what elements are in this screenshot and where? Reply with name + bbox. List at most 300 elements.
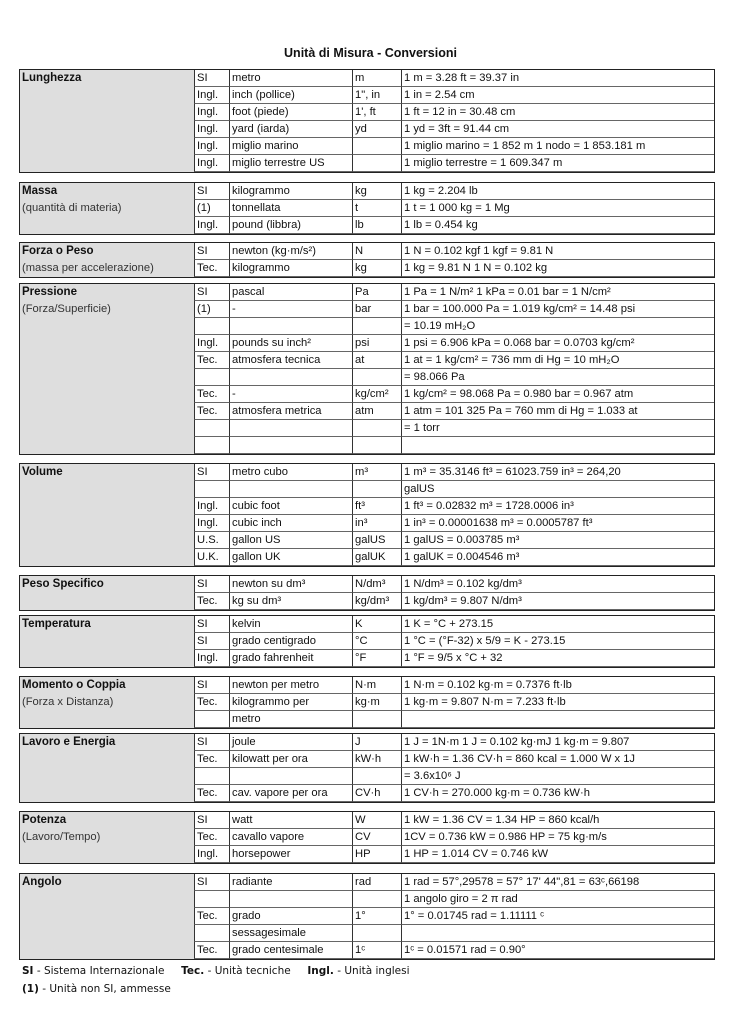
section-name: Lavoro e Energia bbox=[20, 734, 194, 751]
section-filler bbox=[20, 908, 194, 925]
section-filler bbox=[20, 121, 194, 138]
section-subtitle: (Lavoro/Tempo) bbox=[20, 829, 194, 846]
system-cell: Ingl. bbox=[194, 217, 229, 234]
legend-ingl-text: - Unità inglesi bbox=[333, 965, 410, 977]
section-name: Temperatura bbox=[20, 616, 194, 633]
unit-name-cell: pounds su inch² bbox=[229, 335, 352, 352]
symbol-cell bbox=[352, 891, 401, 908]
section-name: Massa bbox=[20, 183, 194, 200]
unit-name-cell bbox=[229, 420, 352, 437]
unit-name-cell: yard (iarda) bbox=[229, 121, 352, 138]
table-row bbox=[20, 183, 714, 200]
system-cell bbox=[194, 925, 229, 942]
unit-name-cell: inch (pollice) bbox=[229, 87, 352, 104]
section-table bbox=[19, 283, 715, 455]
unit-name-cell: atmosfera tecnica bbox=[229, 352, 352, 369]
conversion-cell: 1 angolo giro = 2 π rad bbox=[401, 891, 714, 908]
table-row bbox=[20, 481, 714, 498]
conversion-cell: 1 kg/cm² = 98.068 Pa = 0.980 bar = 0.967 atm bbox=[401, 386, 714, 403]
system-cell: SI bbox=[194, 183, 229, 200]
section-filler bbox=[20, 138, 194, 155]
conversion-cell: 1 Pa = 1 N/m² 1 kPa = 0.01 bar = 1 N/cm² bbox=[401, 284, 714, 301]
unit-name-cell: watt bbox=[229, 812, 352, 829]
conversion-cell: = 3.6x10⁶ J bbox=[401, 768, 714, 785]
symbol-cell: m bbox=[352, 70, 401, 87]
conversion-cell: 1 m³ = 35.3146 ft³ = 61023.759 in³ = 264,20 bbox=[401, 464, 714, 481]
system-cell: Tec. bbox=[194, 829, 229, 846]
symbol-cell bbox=[352, 318, 401, 335]
section-filler bbox=[20, 155, 194, 172]
conversion-cell: 1CV = 0.736 kW = 0.986 HP = 75 kg·m/s bbox=[401, 829, 714, 846]
conversion-cell: 1 in³ = 0.00001638 m³ = 0.0005787 ft³ bbox=[401, 515, 714, 532]
table-row bbox=[20, 386, 714, 403]
unit-name-cell: kilogrammo per bbox=[229, 694, 352, 711]
system-cell: SI bbox=[194, 464, 229, 481]
conversion-cell: 1 galUK = 0.004546 m³ bbox=[401, 549, 714, 566]
unit-name-cell: grado fahrenheit bbox=[229, 650, 352, 667]
conversion-cell: 1ᶜ = 0.01571 rad = 0.90° bbox=[401, 942, 714, 959]
symbol-cell: 1', ft bbox=[352, 104, 401, 121]
symbol-cell: kg·m bbox=[352, 694, 401, 711]
system-cell: Tec. bbox=[194, 593, 229, 610]
conversion-cell: 1 atm = 101 325 Pa = 760 mm di Hg = 1.033 at bbox=[401, 403, 714, 420]
conversion-cell: 1 N·m = 0.102 kg·m = 0.7376 ft·lb bbox=[401, 677, 714, 694]
table-row bbox=[20, 437, 714, 454]
conversion-cell: = 98.066 Pa bbox=[401, 369, 714, 386]
table-row bbox=[20, 694, 714, 711]
symbol-cell: Pa bbox=[352, 284, 401, 301]
symbol-cell: CV bbox=[352, 829, 401, 846]
unit-name-cell: joule bbox=[229, 734, 352, 751]
system-cell: Tec. bbox=[194, 908, 229, 925]
table-row bbox=[20, 616, 714, 633]
conversion-cell: 1 t = 1 000 kg = 1 Mg bbox=[401, 200, 714, 217]
symbol-cell: N/dm³ bbox=[352, 576, 401, 593]
conversion-cell: 1 m = 3.28 ft = 39.37 in bbox=[401, 70, 714, 87]
section-subtitle bbox=[20, 87, 194, 104]
section-filler bbox=[20, 498, 194, 515]
system-cell: Ingl. bbox=[194, 515, 229, 532]
table-row bbox=[20, 70, 714, 87]
symbol-cell: galUK bbox=[352, 549, 401, 566]
table-row bbox=[20, 243, 714, 260]
table-row bbox=[20, 891, 714, 908]
unit-name-cell: kg su dm³ bbox=[229, 593, 352, 610]
section-name: Peso Specifico bbox=[20, 576, 194, 593]
system-cell: Ingl. bbox=[194, 498, 229, 515]
system-cell: Tec. bbox=[194, 694, 229, 711]
symbol-cell bbox=[352, 369, 401, 386]
unit-name-cell bbox=[229, 318, 352, 335]
table-row bbox=[20, 593, 714, 610]
table-row bbox=[20, 335, 714, 352]
table-row bbox=[20, 711, 714, 728]
table-row bbox=[20, 549, 714, 566]
section-subtitle bbox=[20, 751, 194, 768]
section-filler bbox=[20, 925, 194, 942]
section-name: Potenza bbox=[20, 812, 194, 829]
section-table bbox=[19, 615, 715, 668]
symbol-cell: t bbox=[352, 200, 401, 217]
symbol-cell: rad bbox=[352, 874, 401, 891]
section-subtitle: (quantità di materia) bbox=[20, 200, 194, 217]
symbol-cell: galUS bbox=[352, 532, 401, 549]
system-cell: U.S. bbox=[194, 532, 229, 549]
unit-name-cell: kilogrammo bbox=[229, 260, 352, 277]
table-row bbox=[20, 318, 714, 335]
conversion-cell: 1 J = 1N·m 1 J = 0.102 kg·mJ 1 kg·m = 9.807 bbox=[401, 734, 714, 751]
section-table bbox=[19, 463, 715, 567]
symbol-cell bbox=[352, 768, 401, 785]
system-cell bbox=[194, 318, 229, 335]
unit-name-cell: metro bbox=[229, 711, 352, 728]
table-row bbox=[20, 846, 714, 863]
conversion-cell: 1 N/dm³ = 0.102 kg/dm³ bbox=[401, 576, 714, 593]
unit-name-cell: tonnellata bbox=[229, 200, 352, 217]
system-cell bbox=[194, 891, 229, 908]
system-cell: Ingl. bbox=[194, 335, 229, 352]
unit-name-cell bbox=[229, 369, 352, 386]
unit-name-cell bbox=[229, 481, 352, 498]
system-cell: SI bbox=[194, 633, 229, 650]
symbol-cell bbox=[352, 420, 401, 437]
symbol-cell: psi bbox=[352, 335, 401, 352]
table-row bbox=[20, 532, 714, 549]
unit-name-cell: pascal bbox=[229, 284, 352, 301]
table-row bbox=[20, 498, 714, 515]
symbol-cell: ft³ bbox=[352, 498, 401, 515]
table-row bbox=[20, 155, 714, 172]
section-name: Lunghezza bbox=[20, 70, 194, 87]
legend-tec-text: - Unità tecniche bbox=[204, 965, 291, 977]
unit-name-cell: horsepower bbox=[229, 846, 352, 863]
unit-name-cell: grado centesimale bbox=[229, 942, 352, 959]
unit-name-cell: grado centigrado bbox=[229, 633, 352, 650]
symbol-cell: atm bbox=[352, 403, 401, 420]
symbol-cell: bar bbox=[352, 301, 401, 318]
conversion-cell: 1 kg = 9.81 N 1 N = 0.102 kg bbox=[401, 260, 714, 277]
symbol-cell bbox=[352, 138, 401, 155]
section-filler bbox=[20, 386, 194, 403]
system-cell: SI bbox=[194, 243, 229, 260]
symbol-cell: yd bbox=[352, 121, 401, 138]
system-cell: Tec. bbox=[194, 352, 229, 369]
table-row bbox=[20, 734, 714, 751]
unit-name-cell: gallon UK bbox=[229, 549, 352, 566]
conversion-cell: 1 rad = 57°,29578 = 57° 17' 44",81 = 63ᶜ,66198 bbox=[401, 874, 714, 891]
section-filler bbox=[20, 942, 194, 959]
symbol-cell: N·m bbox=[352, 677, 401, 694]
table-row bbox=[20, 104, 714, 121]
system-cell: Ingl. bbox=[194, 650, 229, 667]
system-cell: Ingl. bbox=[194, 138, 229, 155]
unit-name-cell: miglio terrestre US bbox=[229, 155, 352, 172]
symbol-cell: J bbox=[352, 734, 401, 751]
conversion-cell: 1 psi = 6.906 kPa = 0.068 bar = 0.0703 kg/cm² bbox=[401, 335, 714, 352]
symbol-cell bbox=[352, 155, 401, 172]
legend-tec-key: Tec. bbox=[181, 965, 205, 977]
conversion-cell: 1 at = 1 kg/cm² = 736 mm di Hg = 10 mH₂O bbox=[401, 352, 714, 369]
symbol-cell: °F bbox=[352, 650, 401, 667]
unit-name-cell: metro cubo bbox=[229, 464, 352, 481]
system-cell: Tec. bbox=[194, 260, 229, 277]
section-filler bbox=[20, 711, 194, 728]
unit-name-cell bbox=[229, 437, 352, 454]
table-row bbox=[20, 87, 714, 104]
unit-name-cell: foot (piede) bbox=[229, 104, 352, 121]
conversion-cell: 1 miglio terrestre = 1 609.347 m bbox=[401, 155, 714, 172]
section-filler bbox=[20, 420, 194, 437]
legend-one-key: (1) bbox=[22, 983, 39, 995]
table-row bbox=[20, 768, 714, 785]
system-cell bbox=[194, 437, 229, 454]
symbol-cell: 1ᶜ bbox=[352, 942, 401, 959]
system-cell: SI bbox=[194, 70, 229, 87]
table-row bbox=[20, 217, 714, 234]
symbol-cell: m³ bbox=[352, 464, 401, 481]
section-filler bbox=[20, 437, 194, 454]
table-row bbox=[20, 352, 714, 369]
unit-name-cell: cubic inch bbox=[229, 515, 352, 532]
table-row bbox=[20, 200, 714, 217]
symbol-cell: kg bbox=[352, 260, 401, 277]
system-cell: SI bbox=[194, 616, 229, 633]
conversion-cell: 1 miglio marino = 1 852 m 1 nodo = 1 853.181 m bbox=[401, 138, 714, 155]
system-cell: Tec. bbox=[194, 751, 229, 768]
section-filler bbox=[20, 217, 194, 234]
table-row bbox=[20, 677, 714, 694]
conversion-cell: 1 °C = (°F-32) x 5/9 = K - 273.15 bbox=[401, 633, 714, 650]
system-cell: Ingl. bbox=[194, 155, 229, 172]
conversion-cell: = 10.19 mH₂O bbox=[401, 318, 714, 335]
page-title: Unità di Misura - Conversioni bbox=[284, 46, 457, 60]
symbol-cell: lb bbox=[352, 217, 401, 234]
table-row bbox=[20, 369, 714, 386]
legend-si-text: - Sistema Internazionale bbox=[33, 965, 165, 977]
unit-name-cell: metro bbox=[229, 70, 352, 87]
unit-name-cell: pound (libbra) bbox=[229, 217, 352, 234]
symbol-cell: kg bbox=[352, 183, 401, 200]
conversion-cell: 1 N = 0.102 kgf 1 kgf = 9.81 N bbox=[401, 243, 714, 260]
table-row bbox=[20, 650, 714, 667]
symbol-cell: 1", in bbox=[352, 87, 401, 104]
section-filler bbox=[20, 515, 194, 532]
section-filler bbox=[20, 532, 194, 549]
system-cell: SI bbox=[194, 677, 229, 694]
system-cell: Tec. bbox=[194, 942, 229, 959]
system-cell: Ingl. bbox=[194, 121, 229, 138]
unit-name-cell: kilogrammo bbox=[229, 183, 352, 200]
system-cell: Ingl. bbox=[194, 846, 229, 863]
legend-line-2 bbox=[22, 983, 171, 995]
unit-name-cell: newton su dm³ bbox=[229, 576, 352, 593]
section-subtitle bbox=[20, 481, 194, 498]
conversion-cell: 1 ft = 12 in = 30.48 cm bbox=[401, 104, 714, 121]
section-table bbox=[19, 69, 715, 173]
conversion-cell: 1 K = °C + 273.15 bbox=[401, 616, 714, 633]
section-filler bbox=[20, 650, 194, 667]
section-filler bbox=[20, 335, 194, 352]
section-table bbox=[19, 811, 715, 864]
unit-name-cell: - bbox=[229, 386, 352, 403]
table-row bbox=[20, 284, 714, 301]
conversion-cell: 1 galUS = 0.003785 m³ bbox=[401, 532, 714, 549]
section-name: Forza o Peso bbox=[20, 243, 194, 260]
section-filler bbox=[20, 768, 194, 785]
system-cell: SI bbox=[194, 812, 229, 829]
conversion-cell: 1 yd = 3ft = 91.44 cm bbox=[401, 121, 714, 138]
section-filler bbox=[20, 785, 194, 802]
table-row bbox=[20, 301, 714, 318]
section-filler bbox=[20, 369, 194, 386]
table-row bbox=[20, 464, 714, 481]
unit-name-cell: gallon US bbox=[229, 532, 352, 549]
system-cell: SI bbox=[194, 576, 229, 593]
symbol-cell bbox=[352, 481, 401, 498]
system-cell: U.K. bbox=[194, 549, 229, 566]
unit-name-cell: newton per metro bbox=[229, 677, 352, 694]
system-cell: SI bbox=[194, 874, 229, 891]
section-filler bbox=[20, 549, 194, 566]
unit-name-cell bbox=[229, 891, 352, 908]
table-row bbox=[20, 751, 714, 768]
system-cell bbox=[194, 481, 229, 498]
unit-name-cell: sessagesimale bbox=[229, 925, 352, 942]
unit-name-cell: cubic foot bbox=[229, 498, 352, 515]
unit-name-cell: atmosfera metrica bbox=[229, 403, 352, 420]
conversion-cell: 1 in = 2.54 cm bbox=[401, 87, 714, 104]
section-table bbox=[19, 575, 715, 611]
section-subtitle: (massa per accelerazione) bbox=[20, 260, 194, 277]
table-row bbox=[20, 829, 714, 846]
table-row bbox=[20, 515, 714, 532]
section-filler bbox=[20, 352, 194, 369]
conversion-cell: 1° = 0.01745 rad = 1.11111 ᶜ bbox=[401, 908, 714, 925]
unit-name-cell: - bbox=[229, 301, 352, 318]
symbol-cell: °C bbox=[352, 633, 401, 650]
unit-name-cell: grado bbox=[229, 908, 352, 925]
system-cell bbox=[194, 420, 229, 437]
system-cell: Tec. bbox=[194, 785, 229, 802]
unit-name-cell: cav. vapore per ora bbox=[229, 785, 352, 802]
section-subtitle bbox=[20, 633, 194, 650]
section-name: Momento o Coppia bbox=[20, 677, 194, 694]
section-table bbox=[19, 182, 715, 235]
symbol-cell: K bbox=[352, 616, 401, 633]
table-row bbox=[20, 633, 714, 650]
section-name: Volume bbox=[20, 464, 194, 481]
unit-name-cell: kelvin bbox=[229, 616, 352, 633]
symbol-cell: N bbox=[352, 243, 401, 260]
symbol-cell: HP bbox=[352, 846, 401, 863]
conversion-cell: 1 kW = 1.36 CV = 1.34 HP = 860 kcal/h bbox=[401, 812, 714, 829]
system-cell bbox=[194, 768, 229, 785]
conversion-cell: 1 bar = 100.000 Pa = 1.019 kg/cm² = 14.48 psi bbox=[401, 301, 714, 318]
conversion-cell: 1 HP = 1.014 CV = 0.746 kW bbox=[401, 846, 714, 863]
section-table bbox=[19, 733, 715, 803]
section-filler bbox=[20, 318, 194, 335]
unit-name-cell: miglio marino bbox=[229, 138, 352, 155]
section-subtitle bbox=[20, 891, 194, 908]
system-cell: SI bbox=[194, 284, 229, 301]
conversion-cell: 1 kg/dm³ = 9.807 N/dm³ bbox=[401, 593, 714, 610]
symbol-cell: kg/cm² bbox=[352, 386, 401, 403]
conversion-cell: 1 ft³ = 0.02832 m³ = 1728.0006 in³ bbox=[401, 498, 714, 515]
conversion-cell bbox=[401, 437, 714, 454]
conversion-cell bbox=[401, 711, 714, 728]
table-row bbox=[20, 908, 714, 925]
conversion-cell: 1 kg = 2.204 lb bbox=[401, 183, 714, 200]
symbol-cell bbox=[352, 925, 401, 942]
symbol-cell: kg/dm³ bbox=[352, 593, 401, 610]
table-row bbox=[20, 785, 714, 802]
system-cell: SI bbox=[194, 734, 229, 751]
conversion-cell bbox=[401, 925, 714, 942]
section-table bbox=[19, 242, 715, 278]
table-row bbox=[20, 121, 714, 138]
system-cell bbox=[194, 711, 229, 728]
symbol-cell bbox=[352, 711, 401, 728]
symbol-cell: in³ bbox=[352, 515, 401, 532]
conversion-cell: 1 kg·m = 9.807 N·m = 7.233 ft·lb bbox=[401, 694, 714, 711]
section-filler bbox=[20, 846, 194, 863]
symbol-cell: CV·h bbox=[352, 785, 401, 802]
system-cell bbox=[194, 369, 229, 386]
legend-ingl-key: Ingl. bbox=[307, 965, 334, 977]
section-filler bbox=[20, 104, 194, 121]
system-cell: Ingl. bbox=[194, 87, 229, 104]
conversion-cell: 1 °F = 9/5 x °C + 32 bbox=[401, 650, 714, 667]
conversion-cell: 1 lb = 0.454 kg bbox=[401, 217, 714, 234]
unit-name-cell: newton (kg·m/s²) bbox=[229, 243, 352, 260]
section-subtitle: (Forza x Distanza) bbox=[20, 694, 194, 711]
symbol-cell bbox=[352, 437, 401, 454]
table-row bbox=[20, 812, 714, 829]
table-row bbox=[20, 403, 714, 420]
legend-si-key: SI bbox=[22, 965, 34, 977]
unit-name-cell: kilowatt per ora bbox=[229, 751, 352, 768]
symbol-cell: kW·h bbox=[352, 751, 401, 768]
system-cell: (1) bbox=[194, 200, 229, 217]
symbol-cell: W bbox=[352, 812, 401, 829]
unit-name-cell: cavallo vapore bbox=[229, 829, 352, 846]
symbol-cell: 1° bbox=[352, 908, 401, 925]
table-row bbox=[20, 874, 714, 891]
section-table bbox=[19, 676, 715, 729]
unit-name-cell: radiante bbox=[229, 874, 352, 891]
section-subtitle: (Forza/Superficie) bbox=[20, 301, 194, 318]
table-row bbox=[20, 138, 714, 155]
system-cell: Ingl. bbox=[194, 104, 229, 121]
table-row bbox=[20, 942, 714, 959]
conversion-cell: = 1 torr bbox=[401, 420, 714, 437]
conversion-cell: 1 kW·h = 1.36 CV·h = 860 kcal = 1.000 W x 1J bbox=[401, 751, 714, 768]
table-row bbox=[20, 420, 714, 437]
section-subtitle bbox=[20, 593, 194, 610]
system-cell: (1) bbox=[194, 301, 229, 318]
table-row bbox=[20, 925, 714, 942]
section-filler bbox=[20, 403, 194, 420]
legend-line-1 bbox=[22, 965, 410, 977]
conversion-cell: galUS bbox=[401, 481, 714, 498]
symbol-cell: at bbox=[352, 352, 401, 369]
system-cell: Tec. bbox=[194, 386, 229, 403]
unit-name-cell bbox=[229, 768, 352, 785]
table-row bbox=[20, 260, 714, 277]
section-name: Pressione bbox=[20, 284, 194, 301]
system-cell: Tec. bbox=[194, 403, 229, 420]
section-name: Angolo bbox=[20, 874, 194, 891]
